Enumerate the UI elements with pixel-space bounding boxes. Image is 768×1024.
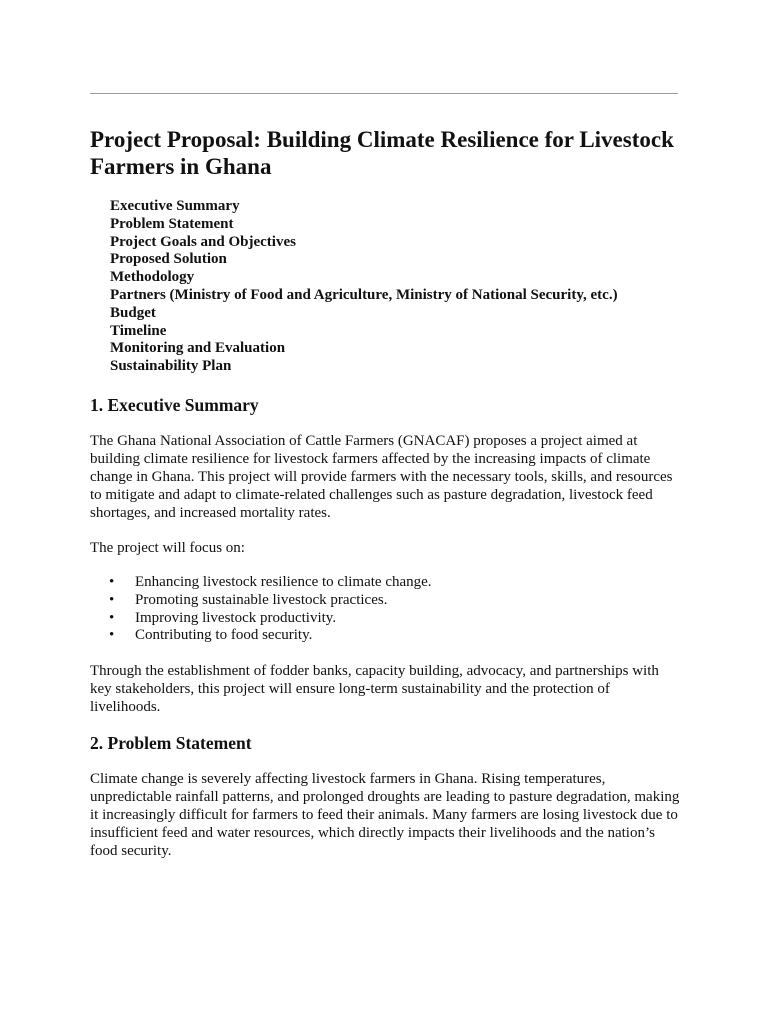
list-item-text: Promoting sustainable livestock practices. (135, 591, 388, 608)
list-item-text: Enhancing livestock resilience to climate change. (135, 573, 432, 590)
toc-item: Project Goals and Objectives (110, 233, 296, 250)
toc-item: Monitoring and Evaluation (110, 340, 286, 357)
focus-intro-paragraph: The project will focus on: (90, 539, 245, 556)
list-item-text: Improving livestock productivity. (135, 609, 337, 626)
toc-item: Sustainability Plan (110, 358, 232, 375)
toc-item: Methodology (110, 269, 195, 286)
focus-bullet-list (90, 574, 680, 645)
document-title: Project Proposal: Building Climate Resilience for Livestock Farmers in Ghana (90, 127, 674, 179)
section-heading-executive-summary: 1. Executive Summary (90, 394, 259, 415)
toc-item: Proposed Solution (110, 251, 227, 268)
horizontal-rule (90, 93, 678, 94)
list-item (109, 573, 680, 592)
list-item (109, 627, 680, 645)
list-item (109, 591, 680, 610)
toc-item: Executive Summary (110, 198, 240, 214)
bullet-icon: • (109, 573, 115, 590)
toc-item: Timeline (110, 322, 167, 339)
bullet-icon: • (109, 591, 115, 608)
bullet-icon: • (109, 627, 115, 644)
toc-item: Partners (Ministry of Food and Agriculture, Ministry of National Security, etc.) (110, 286, 618, 303)
table-of-contents (110, 198, 680, 376)
bullet-icon: • (109, 609, 115, 626)
list-item (109, 609, 680, 628)
toc-item: Budget (110, 304, 156, 321)
executive-summary-paragraph: The Ghana National Association of Cattle Farmers (GNACAF) proposes a project aimed at building climate resilience for livestock farmers affected by the increasing impacts of climate change in Ghana. This project will provide farmers with the necessary tools, skills, and resources to mitigate and adapt to climate-related challenges such as pasture degradation, livestock feed shortages, and increased mortality rates. (90, 432, 673, 521)
list-item-text: Contributing to food security. (135, 627, 313, 644)
sustainability-paragraph: Through the establishment of fodder banks, capacity building, advocacy, and partnerships with key stakeholders, this project will ensure long-term sustainability and the protection of livelihoods. (90, 663, 659, 716)
document-content (90, 126, 680, 860)
toc-item: Problem Statement (110, 215, 234, 232)
section-heading-problem-statement: 2. Problem Statement (90, 733, 252, 754)
problem-statement-paragraph: Climate change is severely affecting livestock farmers in Ghana. Rising temperatures, unpredictable rainfall patterns, and prolonged droughts are leading to pasture degradation, making it increasingly difficult for farmers to feed their animals. Many farmers are losing livestock due to insufficient feed and water resources, which directly impacts their livelihoods and the nation’s food security. (90, 771, 680, 860)
